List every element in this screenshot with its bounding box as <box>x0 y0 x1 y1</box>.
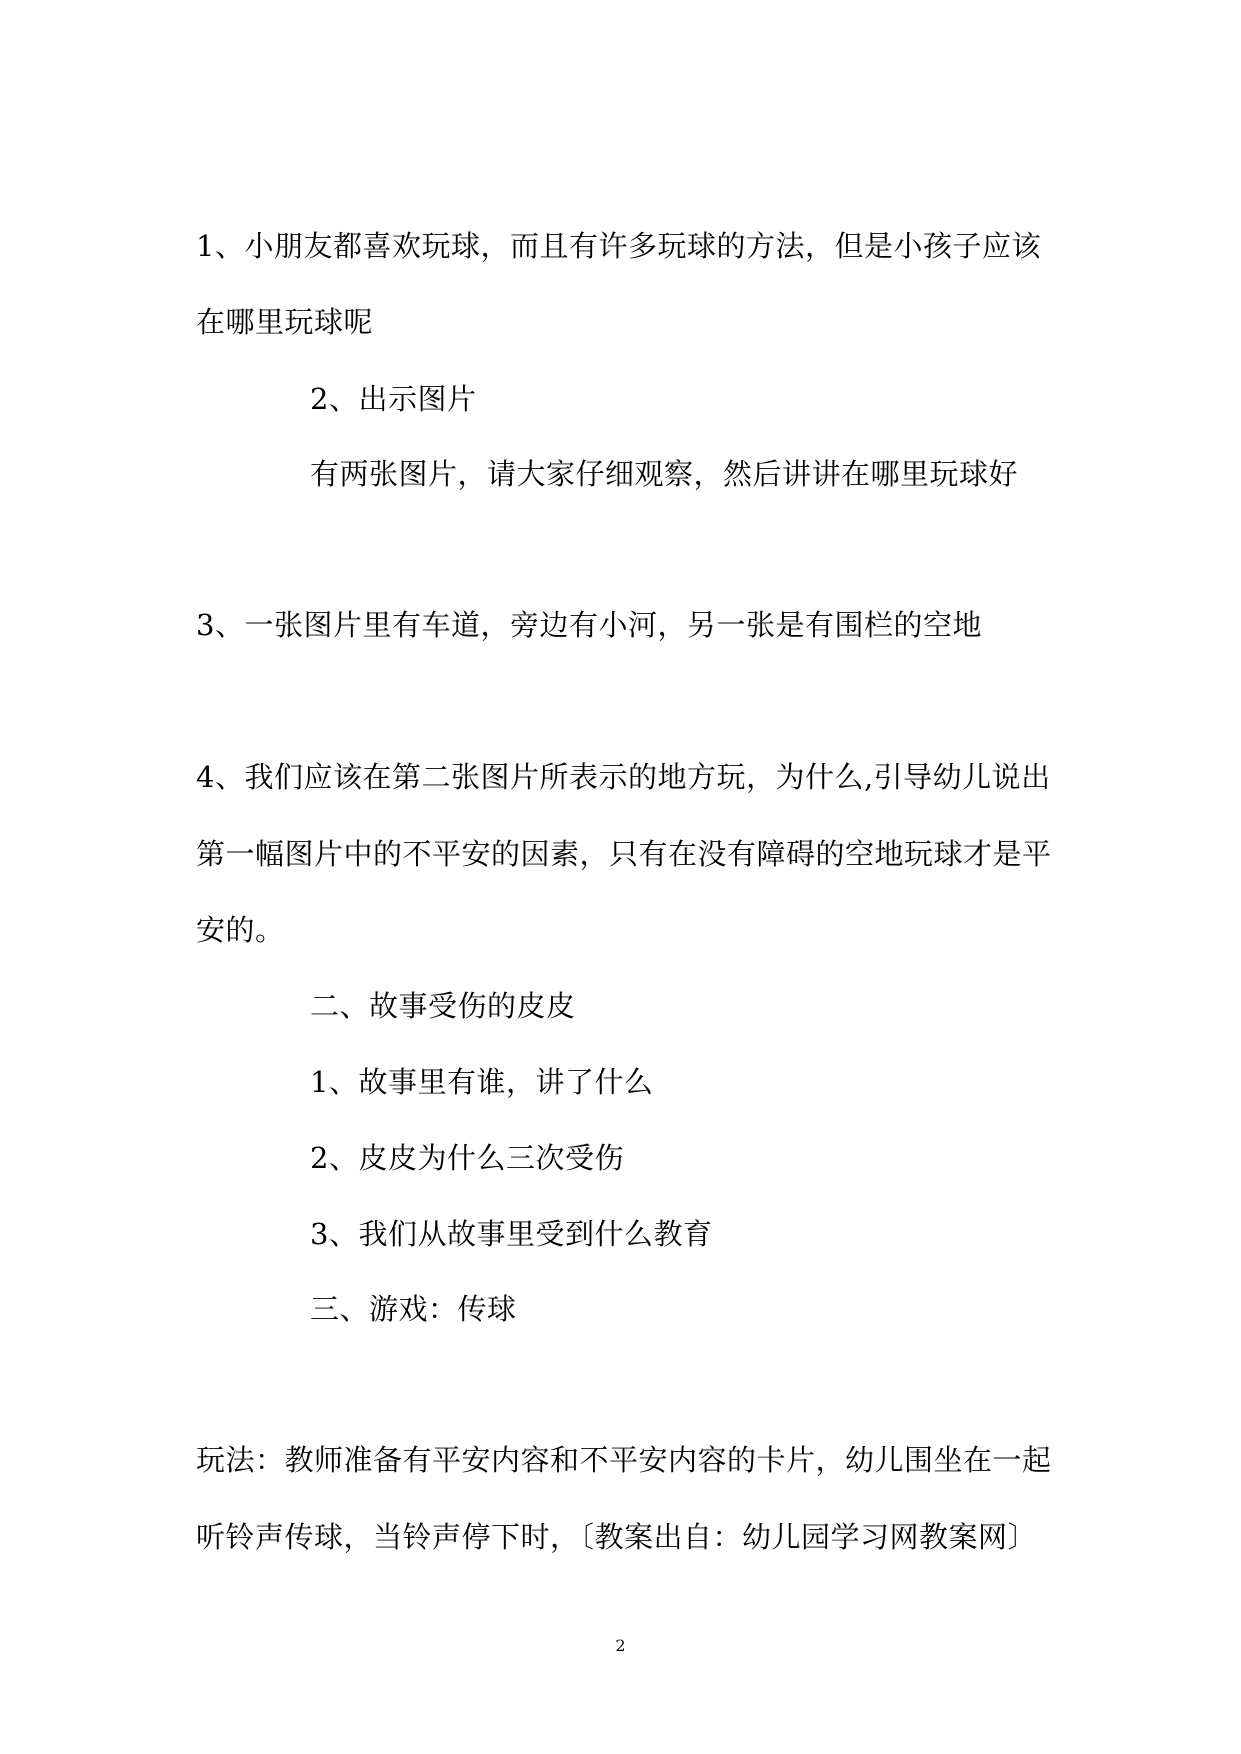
text-line-14: 玩法：教师准备有平安内容和不平安内容的卡片，幼儿围坐在一起 <box>196 1443 1052 1477</box>
text-line-3: 2、出示图片 <box>310 382 477 416</box>
text-line-12: 3、我们从故事里受到什么教育 <box>310 1217 713 1251</box>
text-line-11: 2、皮皮为什么三次受伤 <box>310 1141 624 1175</box>
text-line-1: 1、小朋友都喜欢玩球，而且有许多玩球的方法，但是小孩子应该 <box>196 229 1041 263</box>
section-heading-game: 三、游戏：传球 <box>310 1292 517 1326</box>
text-line-2: 在哪里玩球呢 <box>196 305 374 339</box>
text-line-4: 有两张图片，请大家仔细观察，然后讲讲在哪里玩球好 <box>310 457 1019 491</box>
text-line-7: 第一幅图片中的不平安的因素，只有在没有障碍的空地玩球才是平 <box>196 837 1052 871</box>
page-number: 2 <box>615 1636 626 1655</box>
text-line-5: 3、一张图片里有车道，旁边有小河，另一张是有围栏的空地 <box>196 608 982 642</box>
text-line-8: 安的。 <box>196 913 285 947</box>
text-line-15: 听铃声传球，当铃声停下时，〔教案出自：幼儿园学习网教案网〕 <box>196 1520 1038 1554</box>
text-line-6: 4、我们应该在第二张图片所表示的地方玩，为什么,引导幼儿说出 <box>196 760 1051 794</box>
text-line-10: 1、故事里有谁，讲了什么 <box>310 1065 654 1099</box>
section-heading-story: 二、故事受伤的皮皮 <box>310 989 576 1023</box>
